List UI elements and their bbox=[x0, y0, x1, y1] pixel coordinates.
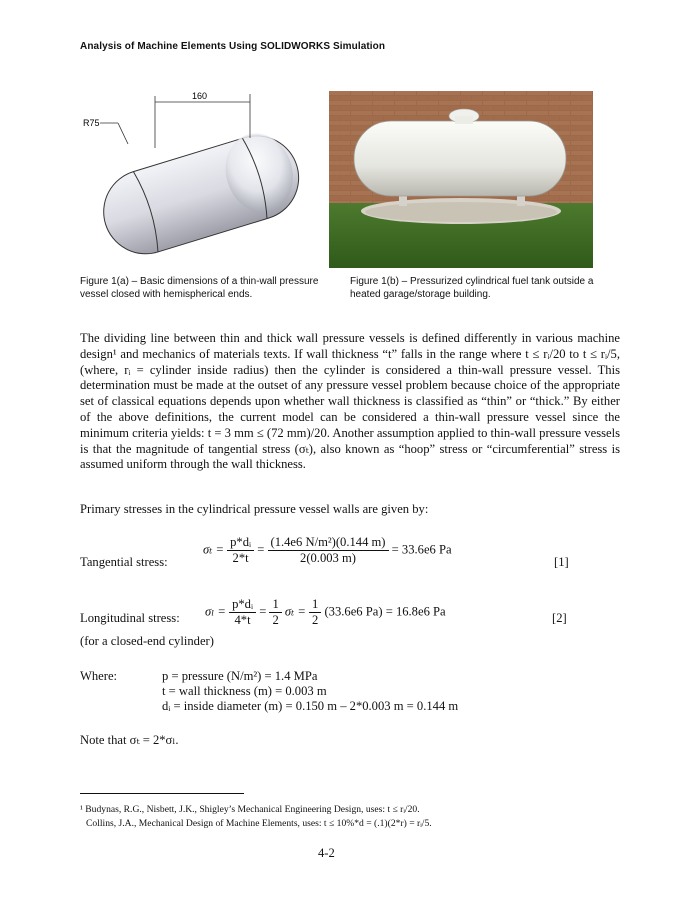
dim-length-label: 160 bbox=[192, 91, 208, 101]
eq2-expression: σₗ = $\frac{\text{p*dᵢ}}{4*t}$ = $\frac{1}{2}$ σₜ = $\frac{1}{2}$ (33.6e6 Pa) = 16.8e6 Pa bbox=[205, 597, 446, 627]
eq2-lhs: σₗ = bbox=[205, 604, 226, 619]
eq1-result: = 33.6e6 Pa bbox=[391, 542, 452, 557]
eq1-label: Tangential stress: bbox=[80, 555, 168, 569]
eq2-half-2: $\frac{1}{2}$ bbox=[309, 597, 321, 628]
page-number: 4-2 bbox=[318, 846, 335, 860]
eq2-half-1: $\frac{1}{2}$ bbox=[269, 597, 281, 628]
where-label: Where: bbox=[80, 669, 118, 683]
paragraph-thin-wall-definition: The dividing line between thin and thick wall pressure vessels is defined differently in various machine design¹ and mechanics of materials texts. If wall thickness “t” falls in the range where t ≤ rᵢ/20 to t ≤ rᵢ/5, (where, rᵢ = cylinder inside radius) then the cylinder is considered a thin-wall pressure vessel. This determination must be made at the outset of any pressure vessel problem because choice of the appropriate set of classical equations depends upon whether wall thickness is classified as “thin” or “thick.” By either of the above definitions, the current model can be considered a thin-wall pressure vessel since the minimum criteria yields: t = 3 mm ≤ (72 mm)/20. Another assumption applied to thin-wall pressure vessels is that the magnitude of tangential stress (σₜ), also known as “hoop” stress or “circumferential” stress is assumed uniform through the wall thickness. bbox=[80, 331, 620, 472]
eq2-number: [2] bbox=[552, 611, 567, 625]
pressure-vessel-drawing bbox=[80, 86, 320, 264]
note-stress-ratio: Note that σₜ = 2*σₗ. bbox=[80, 733, 179, 747]
eq2-label: Longitudinal stress: bbox=[80, 611, 180, 625]
footnote-1: ¹ Budynas, R.G., Nisbett, J.K., Shigley’s Mechanical Engineering Design, uses: t ≤ rᵢ/20. bbox=[80, 804, 420, 815]
eq2-result: (33.6e6 Pa) = 16.8e6 Pa bbox=[324, 604, 446, 619]
dim-radius-label: R75 bbox=[83, 118, 100, 128]
fuel-tank-photo bbox=[329, 91, 593, 268]
where-item-pressure: p = pressure (N/m²) = 1.4 MPa bbox=[162, 669, 318, 683]
footnote-separator bbox=[80, 793, 244, 794]
figure-1b-caption: Figure 1(b) – Pressurized cylindrical fuel tank outside a heated garage/storage building. bbox=[350, 276, 594, 300]
where-item-thickness: t = wall thickness (m) = 0.003 m bbox=[162, 684, 327, 698]
eq1-fraction-2: $\frac{\text{(1.4e6 N/m²)(0.144 m)}}{2(0.003 m)}$ bbox=[268, 535, 389, 566]
footnote-2: Collins, J.A., Mechanical Design of Machine Elements, uses: t ≤ 10%*d = (.1)(2*r) = rᵢ/5. bbox=[86, 818, 432, 829]
eq2-fraction-1: $\frac{\text{p*dᵢ}}{4*t}$ bbox=[229, 597, 256, 628]
figure-1a bbox=[80, 86, 320, 264]
eq1-lhs: σₜ = bbox=[203, 542, 224, 557]
eq1-fraction-1: $\frac{\text{p*dᵢ}}{2*t}$ bbox=[227, 535, 254, 566]
running-header: Analysis of Machine Elements Using SOLIDWORKS Simulation bbox=[80, 41, 386, 52]
eq1-expression: σₜ = $\frac{\text{p*dᵢ}}{2*t}$ = $\frac{\text{(1.4e6 N/m²)(0.144 m)}}{2(0.003 m)}$ = 33.6e6 Pa bbox=[203, 535, 452, 565]
paragraph-primary-stresses: Primary stresses in the cylindrical pressure vessel walls are given by: bbox=[80, 502, 429, 516]
where-item-diameter: dᵢ = inside diameter (m) = 0.150 m – 2*0.003 m = 0.144 m bbox=[162, 699, 459, 713]
eq1-number: [1] bbox=[554, 555, 569, 569]
eq2-note: (for a closed-end cylinder) bbox=[80, 634, 214, 648]
figure-1b bbox=[329, 91, 593, 268]
figure-1a-caption: Figure 1(a) – Basic dimensions of a thin-wall pressure vessel closed with hemispherical ends. bbox=[80, 276, 319, 300]
